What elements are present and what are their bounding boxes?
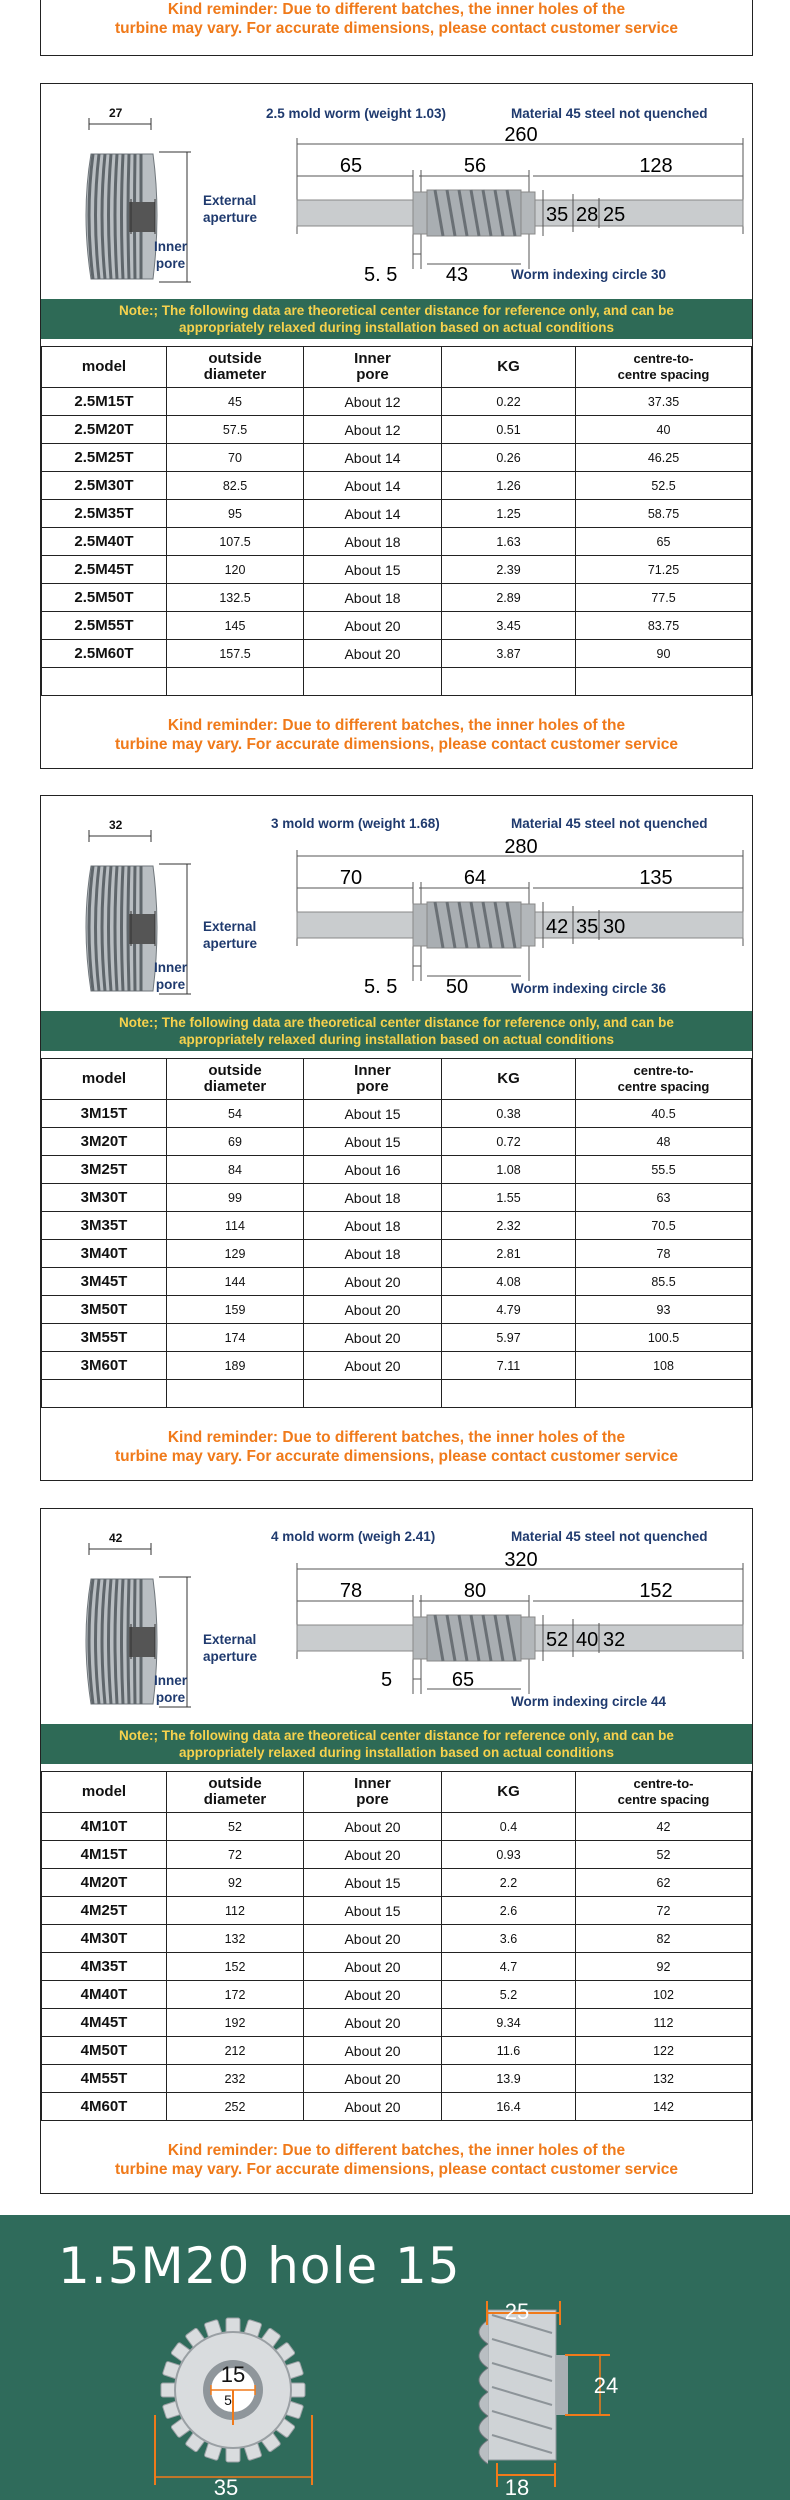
centre-spacing-cell: 46.25 bbox=[576, 444, 752, 472]
note-bar: Note:; The following data are theoretical center distance for reference only, and can be appropriately relaxed during installation based on actual conditions bbox=[41, 1011, 752, 1051]
spec-section bbox=[40, 83, 753, 769]
reminder-text: Kind reminder: Due to different batches, the inner holes of the turbine may vary. For accurate dimensions, please contact customer service bbox=[114, 717, 679, 753]
indexing-circle-label: Worm indexing circle 44 bbox=[511, 1694, 667, 1709]
model-cell: 3M25T bbox=[42, 1156, 167, 1184]
header-kg: KG bbox=[442, 1772, 576, 1813]
outside-diameter-cell: 145 bbox=[167, 612, 304, 640]
bottom-banner bbox=[0, 2215, 790, 2500]
reminder-text: Kind reminder: Due to different batches, the inner holes of the turbine may vary. For accurate dimensions, please contact customer service bbox=[114, 1429, 679, 1465]
inner-pore-cell: About 12 bbox=[304, 388, 442, 416]
worm-diagram bbox=[41, 84, 752, 299]
kg-cell: 11.6 bbox=[442, 2037, 576, 2065]
kg-cell: 5.2 bbox=[442, 1981, 576, 2009]
outside-diameter-cell: 174 bbox=[167, 1324, 304, 1352]
table-row bbox=[42, 2009, 752, 2037]
outside-diameter-cell: 157.5 bbox=[167, 640, 304, 668]
left-length: 78 bbox=[339, 1580, 363, 1602]
diameter-2: 35 bbox=[576, 916, 599, 938]
table-row bbox=[42, 1813, 752, 1841]
kg-cell: 1.26 bbox=[442, 472, 576, 500]
gear-width-label: 42 bbox=[109, 1531, 123, 1545]
worm-diagram bbox=[41, 1509, 752, 1724]
inner-pore-cell: About 20 bbox=[304, 2037, 442, 2065]
table-row bbox=[42, 2093, 752, 2121]
centre-spacing-cell: 40 bbox=[576, 416, 752, 444]
model-cell: 4M20T bbox=[42, 1869, 167, 1897]
gear-front-view bbox=[0, 2215, 790, 2500]
kg-cell: 2.89 bbox=[442, 584, 576, 612]
kg-cell bbox=[442, 1380, 576, 1408]
small-length: 5. 5 bbox=[364, 976, 398, 998]
kg-cell: 1.55 bbox=[442, 1184, 576, 1212]
outside-diameter-cell: 189 bbox=[167, 1352, 304, 1380]
right-length: 128 bbox=[639, 155, 673, 177]
centre-spacing-cell: 108 bbox=[576, 1352, 752, 1380]
table-row bbox=[42, 1212, 752, 1240]
outside-diameter-cell: 114 bbox=[167, 1212, 304, 1240]
reminder-text: Kind reminder: Due to different batches, the inner holes of the turbine may vary. For accurate dimensions, please contact customer service bbox=[114, 2142, 679, 2178]
centre-spacing-cell: 132 bbox=[576, 2065, 752, 2093]
outside-diameter-cell: 120 bbox=[167, 556, 304, 584]
kg-cell: 2.39 bbox=[442, 556, 576, 584]
diameter-1: 42 bbox=[546, 916, 569, 938]
table-row bbox=[42, 1324, 752, 1352]
centre-spacing-cell: 122 bbox=[576, 2037, 752, 2065]
inner-pore-cell: About 14 bbox=[304, 500, 442, 528]
inner-pore-cell: About 20 bbox=[304, 1296, 442, 1324]
kg-cell: 13.9 bbox=[442, 2065, 576, 2093]
worm-title: 3 mold worm (weight 1.68) bbox=[271, 816, 440, 831]
kg-cell bbox=[442, 668, 576, 696]
outside-diameter-cell: 152 bbox=[167, 1953, 304, 1981]
mid-length: 64 bbox=[463, 867, 487, 889]
header-kg: KG bbox=[442, 347, 576, 388]
inner-pore-cell: About 12 bbox=[304, 416, 442, 444]
table-row bbox=[42, 1100, 752, 1128]
centre-spacing-cell: 112 bbox=[576, 2009, 752, 2037]
header-centre-spacing: centre-to- centre spacing bbox=[576, 1059, 752, 1100]
model-cell: 4M55T bbox=[42, 2065, 167, 2093]
outside-diameter-cell: 107.5 bbox=[167, 528, 304, 556]
table-header-row bbox=[42, 1059, 752, 1100]
mid-length: 56 bbox=[463, 155, 487, 177]
kg-cell: 0.22 bbox=[442, 388, 576, 416]
outside-diameter-cell bbox=[167, 1380, 304, 1408]
outside-diameter-cell: 232 bbox=[167, 2065, 304, 2093]
centre-spacing-cell: 77.5 bbox=[576, 584, 752, 612]
model-cell: 3M45T bbox=[42, 1268, 167, 1296]
inner-pore-cell: About 20 bbox=[304, 1813, 442, 1841]
model-cell: 3M55T bbox=[42, 1324, 167, 1352]
model-cell: 4M30T bbox=[42, 1925, 167, 1953]
worm-gear-icon bbox=[51, 1539, 201, 1739]
total-length: 260 bbox=[504, 124, 538, 146]
centre-spacing-cell: 72 bbox=[576, 1897, 752, 1925]
inner-pore-cell: About 20 bbox=[304, 2009, 442, 2037]
centre-spacing-cell: 102 bbox=[576, 1981, 752, 2009]
outside-diameter-cell: 95 bbox=[167, 500, 304, 528]
model-cell: 2.5M20T bbox=[42, 416, 167, 444]
inner-pore-cell: About 15 bbox=[304, 1869, 442, 1897]
inner-pore-cell: About 20 bbox=[304, 1981, 442, 2009]
external-aperture-label: External aperture bbox=[203, 919, 258, 951]
gear-side-icon bbox=[479, 2310, 568, 2464]
diameter-3: 32 bbox=[603, 1629, 626, 1651]
outside-diameter-cell: 112 bbox=[167, 1897, 304, 1925]
kg-cell: 4.08 bbox=[442, 1268, 576, 1296]
centre-spacing-cell: 55.5 bbox=[576, 1156, 752, 1184]
material-label: Material 45 steel not quenched bbox=[511, 106, 708, 121]
outside-diameter-cell bbox=[167, 668, 304, 696]
model-cell: 2.5M15T bbox=[42, 388, 167, 416]
inner-pore-cell: About 20 bbox=[304, 612, 442, 640]
kg-cell: 0.26 bbox=[442, 444, 576, 472]
table-row bbox=[42, 500, 752, 528]
centre-spacing-cell: 65 bbox=[576, 528, 752, 556]
inner-pore-cell: About 18 bbox=[304, 584, 442, 612]
table-row bbox=[42, 1925, 752, 1953]
table-row bbox=[42, 1268, 752, 1296]
outside-diameter-cell: 212 bbox=[167, 2037, 304, 2065]
centre-spacing-cell: 52.5 bbox=[576, 472, 752, 500]
outside-diameter-cell: 45 bbox=[167, 388, 304, 416]
inner-pore-cell: About 20 bbox=[304, 1841, 442, 1869]
inner-pore-cell: About 15 bbox=[304, 1897, 442, 1925]
kg-cell: 7.11 bbox=[442, 1352, 576, 1380]
model-cell bbox=[42, 668, 167, 696]
kg-cell: 9.34 bbox=[442, 2009, 576, 2037]
outside-diameter-cell: 132 bbox=[167, 1925, 304, 1953]
outside-diameter-cell: 70 bbox=[167, 444, 304, 472]
model-cell: 4M15T bbox=[42, 1841, 167, 1869]
kg-cell: 0.4 bbox=[442, 1813, 576, 1841]
centre-spacing-cell: 78 bbox=[576, 1240, 752, 1268]
note-bar: Note:; The following data are theoretical center distance for reference only, and can be appropriately relaxed during installation based on actual conditions bbox=[41, 299, 752, 339]
header-inner-pore: Inner pore bbox=[304, 1772, 442, 1813]
small-length: 5 bbox=[381, 1669, 393, 1691]
diameter-3: 30 bbox=[603, 916, 626, 938]
centre-spacing-cell: 40.5 bbox=[576, 1100, 752, 1128]
centre-spacing-cell: 63 bbox=[576, 1184, 752, 1212]
kg-cell: 2.81 bbox=[442, 1240, 576, 1268]
left-length: 70 bbox=[339, 867, 363, 889]
spec-section bbox=[40, 795, 753, 1481]
inner-dim: 5 bbox=[224, 2392, 232, 2408]
model-cell: 2.5M50T bbox=[42, 584, 167, 612]
model-cell: 3M20T bbox=[42, 1128, 167, 1156]
header-model: model bbox=[42, 1059, 167, 1100]
hole-dim: 15 bbox=[220, 2362, 246, 2387]
table-row bbox=[42, 1352, 752, 1380]
inner-pore-cell: About 20 bbox=[304, 1953, 442, 1981]
header-outside-diameter: outside diameter bbox=[167, 347, 304, 388]
note-bar: Note:; The following data are theoretical center distance for reference only, and can be appropriately relaxed during installation based on actual conditions bbox=[41, 1724, 752, 1764]
inner-pore-cell: About 18 bbox=[304, 1184, 442, 1212]
centre-spacing-cell: 100.5 bbox=[576, 1324, 752, 1352]
outside-diameter-cell: 192 bbox=[167, 2009, 304, 2037]
bottom-title: 1.5M20 hole 15 bbox=[58, 2237, 461, 2295]
model-cell: 2.5M30T bbox=[42, 472, 167, 500]
diameter-2: 28 bbox=[576, 204, 599, 226]
inner-pore-cell: About 18 bbox=[304, 1240, 442, 1268]
model-cell: 2.5M40T bbox=[42, 528, 167, 556]
thread-length: 50 bbox=[445, 976, 469, 998]
inner-pore-cell: About 14 bbox=[304, 472, 442, 500]
kg-cell: 2.6 bbox=[442, 1897, 576, 1925]
outside-diameter-cell: 69 bbox=[167, 1128, 304, 1156]
inner-pore-label: Inner pore bbox=[154, 239, 188, 271]
model-cell: 2.5M60T bbox=[42, 640, 167, 668]
material-label: Material 45 steel not quenched bbox=[511, 816, 708, 831]
inner-pore-cell bbox=[304, 1380, 442, 1408]
outside-diameter-cell: 92 bbox=[167, 1869, 304, 1897]
kg-cell: 3.87 bbox=[442, 640, 576, 668]
kg-cell: 3.45 bbox=[442, 612, 576, 640]
outside-diameter-cell: 144 bbox=[167, 1268, 304, 1296]
table-row bbox=[42, 1897, 752, 1925]
indexing-circle-label: Worm indexing circle 36 bbox=[511, 981, 667, 996]
inner-pore-cell: About 15 bbox=[304, 1128, 442, 1156]
header-inner-pore: Inner pore bbox=[304, 1059, 442, 1100]
model-cell: 3M30T bbox=[42, 1184, 167, 1212]
table-row bbox=[42, 1156, 752, 1184]
worm-title: 2.5 mold worm (weight 1.03) bbox=[266, 106, 447, 121]
table-row bbox=[42, 1184, 752, 1212]
table-row bbox=[42, 528, 752, 556]
model-cell: 4M35T bbox=[42, 1953, 167, 1981]
left-length: 65 bbox=[339, 155, 363, 177]
table-row bbox=[42, 1841, 752, 1869]
kg-cell: 3.6 bbox=[442, 1925, 576, 1953]
height-dim: 24 bbox=[593, 2373, 619, 2398]
table-row bbox=[42, 584, 752, 612]
outside-diameter-cell: 72 bbox=[167, 1841, 304, 1869]
centre-spacing-cell: 142 bbox=[576, 2093, 752, 2121]
kg-cell: 1.25 bbox=[442, 500, 576, 528]
centre-spacing-cell bbox=[576, 1380, 752, 1408]
table-row bbox=[42, 2065, 752, 2093]
outside-diameter-cell: 54 bbox=[167, 1100, 304, 1128]
outside-diameter-cell: 84 bbox=[167, 1156, 304, 1184]
kg-cell: 0.51 bbox=[442, 416, 576, 444]
gear-width-label: 27 bbox=[109, 106, 123, 120]
inner-pore-cell: About 18 bbox=[304, 1212, 442, 1240]
inner-pore-cell bbox=[304, 668, 442, 696]
table-row bbox=[42, 1128, 752, 1156]
model-cell: 4M50T bbox=[42, 2037, 167, 2065]
outside-diameter-cell: 159 bbox=[167, 1296, 304, 1324]
kg-cell: 4.7 bbox=[442, 1953, 576, 1981]
total-length: 320 bbox=[504, 1549, 538, 1571]
outside-diameter-cell: 129 bbox=[167, 1240, 304, 1268]
model-cell: 3M35T bbox=[42, 1212, 167, 1240]
kg-cell: 0.93 bbox=[442, 1841, 576, 1869]
model-cell: 3M60T bbox=[42, 1352, 167, 1380]
spec-table bbox=[41, 1058, 752, 1408]
model-cell: 4M60T bbox=[42, 2093, 167, 2121]
kg-cell: 2.32 bbox=[442, 1212, 576, 1240]
inner-pore-cell: About 15 bbox=[304, 1100, 442, 1128]
outside-diameter-cell: 57.5 bbox=[167, 416, 304, 444]
external-aperture-label: External aperture bbox=[203, 1632, 258, 1664]
table-row bbox=[42, 1380, 752, 1408]
model-cell: 3M40T bbox=[42, 1240, 167, 1268]
table-row bbox=[42, 388, 752, 416]
right-length: 152 bbox=[639, 1580, 673, 1602]
inner-pore-cell: About 20 bbox=[304, 1925, 442, 1953]
table-row bbox=[42, 444, 752, 472]
top-width-dim: 25 bbox=[504, 2299, 530, 2324]
thread-length: 65 bbox=[451, 1669, 475, 1691]
spec-section bbox=[40, 1508, 753, 2194]
centre-spacing-cell: 48 bbox=[576, 1128, 752, 1156]
centre-spacing-cell: 93 bbox=[576, 1296, 752, 1324]
table-row bbox=[42, 668, 752, 696]
table-row bbox=[42, 1869, 752, 1897]
inner-pore-cell: About 20 bbox=[304, 2093, 442, 2121]
worm-title: 4 mold worm (weigh 2.41) bbox=[271, 1529, 436, 1544]
inner-pore-label: Inner pore bbox=[154, 1673, 188, 1705]
inner-pore-cell: About 15 bbox=[304, 556, 442, 584]
outside-diameter-cell: 172 bbox=[167, 1981, 304, 2009]
kg-cell: 16.4 bbox=[442, 2093, 576, 2121]
external-aperture-label: External aperture bbox=[203, 193, 258, 225]
centre-spacing-cell: 52 bbox=[576, 1841, 752, 1869]
kg-cell: 1.63 bbox=[442, 528, 576, 556]
table-row bbox=[42, 416, 752, 444]
table-row bbox=[42, 1981, 752, 2009]
diameter-3: 25 bbox=[603, 204, 626, 226]
header-outside-diameter: outside diameter bbox=[167, 1059, 304, 1100]
spec-table bbox=[41, 346, 752, 696]
header-kg: KG bbox=[442, 1059, 576, 1100]
spec-table bbox=[41, 1771, 752, 2121]
table-row bbox=[42, 472, 752, 500]
header-model: model bbox=[42, 347, 167, 388]
worm-gear-icon bbox=[51, 826, 201, 1026]
kg-cell: 2.2 bbox=[442, 1869, 576, 1897]
diameter-1: 52 bbox=[546, 1629, 569, 1651]
reminder-text: Kind reminder: Due to different batches, the inner holes of the turbine may vary. For accurate dimensions, please contact customer service bbox=[114, 1, 679, 37]
centre-spacing-cell: 92 bbox=[576, 1953, 752, 1981]
model-cell: 2.5M45T bbox=[42, 556, 167, 584]
header-centre-spacing: centre-to- centre spacing bbox=[576, 347, 752, 388]
centre-spacing-cell bbox=[576, 668, 752, 696]
table-row bbox=[42, 1953, 752, 1981]
table-row bbox=[42, 2037, 752, 2065]
model-cell: 2.5M35T bbox=[42, 500, 167, 528]
centre-spacing-cell: 37.35 bbox=[576, 388, 752, 416]
centre-spacing-cell: 71.25 bbox=[576, 556, 752, 584]
model-cell bbox=[42, 1380, 167, 1408]
model-cell: 4M10T bbox=[42, 1813, 167, 1841]
small-length: 5. 5 bbox=[364, 264, 398, 286]
inner-pore-cell: About 20 bbox=[304, 640, 442, 668]
header-inner-pore: Inner pore bbox=[304, 347, 442, 388]
diameter-1: 35 bbox=[546, 204, 569, 226]
top-reminder-box bbox=[40, 0, 753, 56]
inner-pore-cell: About 20 bbox=[304, 1352, 442, 1380]
kg-cell: 4.79 bbox=[442, 1296, 576, 1324]
outside-diameter-cell: 52 bbox=[167, 1813, 304, 1841]
outside-diameter-cell: 99 bbox=[167, 1184, 304, 1212]
header-outside-diameter: outside diameter bbox=[167, 1772, 304, 1813]
inner-pore-cell: About 16 bbox=[304, 1156, 442, 1184]
centre-spacing-cell: 83.75 bbox=[576, 612, 752, 640]
centre-spacing-cell: 58.75 bbox=[576, 500, 752, 528]
centre-spacing-cell: 85.5 bbox=[576, 1268, 752, 1296]
inner-pore-cell: About 14 bbox=[304, 444, 442, 472]
kg-cell: 0.72 bbox=[442, 1128, 576, 1156]
inner-pore-cell: About 20 bbox=[304, 1324, 442, 1352]
outer-dim: 35 bbox=[213, 2475, 239, 2500]
model-cell: 3M50T bbox=[42, 1296, 167, 1324]
centre-spacing-cell: 62 bbox=[576, 1869, 752, 1897]
kg-cell: 5.97 bbox=[442, 1324, 576, 1352]
table-row bbox=[42, 1296, 752, 1324]
outside-diameter-cell: 82.5 bbox=[167, 472, 304, 500]
table-row bbox=[42, 640, 752, 668]
mid-length: 80 bbox=[463, 1580, 487, 1602]
diameter-2: 40 bbox=[576, 1629, 599, 1651]
worm-diagram bbox=[41, 796, 752, 1011]
inner-pore-cell: About 20 bbox=[304, 1268, 442, 1296]
table-row bbox=[42, 556, 752, 584]
inner-pore-label: Inner pore bbox=[154, 960, 188, 992]
centre-spacing-cell: 70.5 bbox=[576, 1212, 752, 1240]
table-row bbox=[42, 1240, 752, 1268]
table-header-row bbox=[42, 1772, 752, 1813]
thread-length: 43 bbox=[445, 264, 469, 286]
header-model: model bbox=[42, 1772, 167, 1813]
indexing-circle-label: Worm indexing circle 30 bbox=[511, 267, 667, 282]
total-length: 280 bbox=[504, 836, 538, 858]
model-cell: 2.5M55T bbox=[42, 612, 167, 640]
model-cell: 4M40T bbox=[42, 1981, 167, 2009]
outside-diameter-cell: 132.5 bbox=[167, 584, 304, 612]
model-cell: 2.5M25T bbox=[42, 444, 167, 472]
bottom-width-dim: 18 bbox=[504, 2475, 530, 2500]
inner-pore-cell: About 18 bbox=[304, 528, 442, 556]
outside-diameter-cell: 252 bbox=[167, 2093, 304, 2121]
model-cell: 4M25T bbox=[42, 1897, 167, 1925]
table-header-row bbox=[42, 347, 752, 388]
centre-spacing-cell: 90 bbox=[576, 640, 752, 668]
gear-width-label: 32 bbox=[109, 818, 123, 832]
material-label: Material 45 steel not quenched bbox=[511, 1529, 708, 1544]
centre-spacing-cell: 42 bbox=[576, 1813, 752, 1841]
header-centre-spacing: centre-to- centre spacing bbox=[576, 1772, 752, 1813]
inner-pore-cell: About 20 bbox=[304, 2065, 442, 2093]
model-cell: 4M45T bbox=[42, 2009, 167, 2037]
table-row bbox=[42, 612, 752, 640]
kg-cell: 0.38 bbox=[442, 1100, 576, 1128]
right-length: 135 bbox=[639, 867, 673, 889]
kg-cell: 1.08 bbox=[442, 1156, 576, 1184]
worm-gear-icon bbox=[51, 114, 201, 314]
centre-spacing-cell: 82 bbox=[576, 1925, 752, 1953]
model-cell: 3M15T bbox=[42, 1100, 167, 1128]
